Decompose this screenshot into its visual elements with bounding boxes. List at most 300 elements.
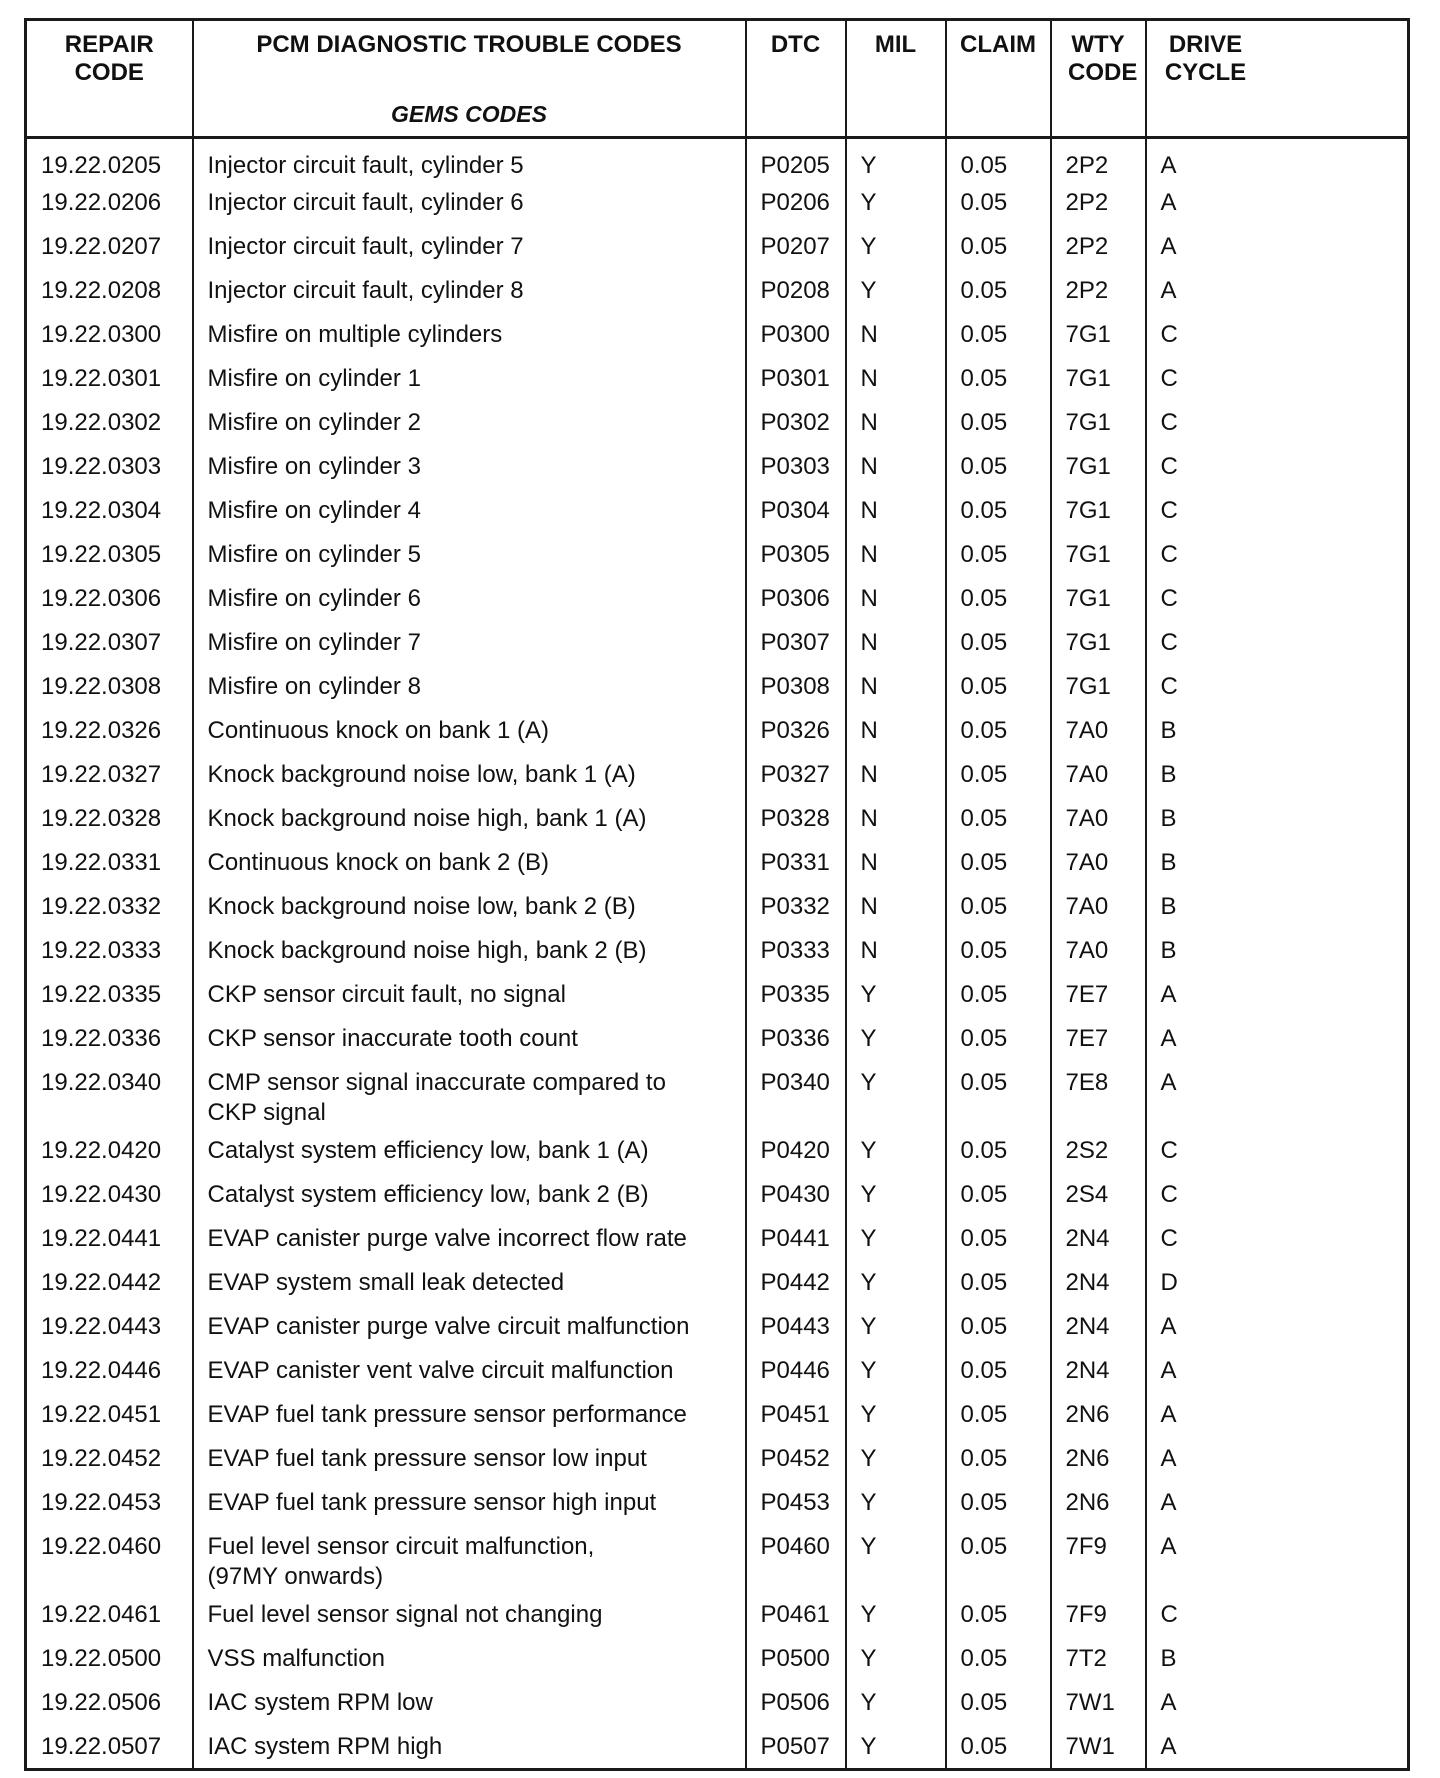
mil-cell-text: Y — [860, 188, 877, 216]
description-cell-text: Misfire on cylinder 3 — [207, 452, 421, 480]
wty-code-cell-text: 7G1 — [1065, 408, 1111, 436]
drive-cycle-cell-text: A — [1160, 1488, 1177, 1516]
repair-code-cell — [26, 1306, 193, 1350]
table-row — [26, 886, 1409, 930]
claim-cell-text: 0.05 — [960, 188, 1008, 216]
mil-cell-text: N — [860, 320, 878, 348]
wty-code-cell — [1051, 1130, 1146, 1174]
mil-cell — [846, 534, 946, 578]
mil-cell-text: N — [860, 716, 878, 744]
wty-code-cell — [1051, 622, 1146, 666]
mil-cell-text: Y — [860, 232, 877, 260]
repair-code-cell-text: 19.22.0332 — [41, 892, 162, 920]
description-cell-text: EVAP canister purge valve incorrect flow rate — [207, 1224, 687, 1252]
wty-code-cell — [1051, 1438, 1146, 1482]
description-cell — [193, 270, 746, 314]
dtc-cell-text: P0300 — [760, 320, 830, 348]
mil-cell — [846, 1018, 946, 1062]
claim-cell-text: 0.05 — [960, 1268, 1008, 1296]
mil-cell — [846, 1262, 946, 1306]
claim-cell-text: 0.05 — [960, 1136, 1008, 1164]
description-cell — [193, 1262, 746, 1306]
description-cell — [193, 666, 746, 710]
table-row — [26, 1306, 1409, 1350]
description-cell — [193, 1482, 746, 1526]
mil-cell-text: Y — [860, 1312, 877, 1340]
description-cell-text: EVAP fuel tank pressure sensor performance — [207, 1400, 687, 1428]
claim-cell-text: 0.05 — [960, 1688, 1008, 1716]
dtc-cell — [746, 490, 846, 534]
header-wty-code-label: WTY CODE — [1068, 31, 1138, 86]
mil-cell — [846, 314, 946, 358]
dtc-cell — [746, 842, 846, 886]
dtc-cell — [746, 798, 846, 842]
header-drive-cycle-label: DRIVE CYCLE — [1164, 31, 1247, 86]
mil-cell — [846, 1594, 946, 1638]
claim-cell-text: 0.05 — [960, 892, 1008, 920]
drive-cycle-cell — [1146, 1682, 1409, 1726]
drive-cycle-cell-text: B — [1160, 804, 1177, 832]
description-cell — [193, 1306, 746, 1350]
dtc-cell-text: P0333 — [760, 936, 830, 964]
wty-code-cell — [1051, 1726, 1146, 1770]
description-cell-text: Injector circuit fault, cylinder 5 — [207, 152, 524, 179]
wty-code-cell — [1051, 1682, 1146, 1726]
mil-cell-text: Y — [860, 1268, 877, 1296]
claim-cell — [946, 886, 1051, 930]
claim-cell — [946, 182, 1051, 226]
claim-cell-text: 0.05 — [960, 1400, 1008, 1428]
claim-cell-text: 0.05 — [960, 848, 1008, 876]
table-row — [26, 798, 1409, 842]
repair-code-cell — [26, 1062, 193, 1130]
table-row — [26, 1018, 1409, 1062]
repair-code-cell — [26, 1394, 193, 1438]
description-cell — [193, 1018, 746, 1062]
wty-code-cell — [1051, 974, 1146, 1018]
drive-cycle-cell-text: A — [1160, 1688, 1177, 1716]
claim-cell — [946, 1062, 1051, 1130]
dtc-cell-text: P0326 — [760, 716, 830, 744]
description-cell — [193, 1682, 746, 1726]
wty-code-cell-text: 2N6 — [1065, 1488, 1110, 1516]
table-row — [26, 710, 1409, 754]
drive-cycle-cell-text: A — [1160, 1356, 1177, 1384]
header-dtc: DTC — [746, 20, 846, 138]
drive-cycle-cell-text: C — [1160, 320, 1178, 348]
drive-cycle-cell — [1146, 842, 1409, 886]
dtc-cell — [746, 534, 846, 578]
dtc-cell-text: P0443 — [760, 1312, 830, 1340]
claim-cell — [946, 1726, 1051, 1770]
wty-code-cell-text: 7A0 — [1065, 716, 1109, 744]
repair-code-cell — [26, 490, 193, 534]
repair-code-cell-text: 19.22.0335 — [41, 980, 162, 1008]
dtc-cell — [746, 270, 846, 314]
dtc-cell-text: P0332 — [760, 892, 830, 920]
description-cell-text: Fuel level sensor circuit malfunction, — [207, 1532, 595, 1560]
drive-cycle-cell-text: A — [1160, 1732, 1177, 1760]
dtc-cell-text: P0336 — [760, 1024, 830, 1052]
dtc-cell — [746, 1638, 846, 1682]
drive-cycle-cell-text: C — [1160, 672, 1178, 700]
dtc-cell-text: P0328 — [760, 804, 830, 832]
dtc-cell-text: P0453 — [760, 1488, 830, 1516]
mil-cell-text: Y — [860, 1224, 877, 1252]
mil-cell-text: Y — [860, 1732, 877, 1760]
mil-cell — [846, 358, 946, 402]
mil-cell-text: Y — [860, 1600, 877, 1628]
claim-cell-text: 0.05 — [960, 1068, 1008, 1096]
claim-cell — [946, 710, 1051, 754]
drive-cycle-cell — [1146, 182, 1409, 226]
wty-code-cell — [1051, 1218, 1146, 1262]
table-row — [26, 1726, 1409, 1770]
mil-cell-text: N — [860, 540, 878, 568]
description-cell-text: Knock background noise high, bank 1 (A) — [207, 804, 647, 832]
claim-cell-text: 0.05 — [960, 276, 1008, 304]
table-row — [26, 1262, 1409, 1306]
mil-cell — [846, 1062, 946, 1130]
repair-code-cell-text: 19.22.0506 — [41, 1688, 162, 1716]
repair-code-cell-text: 19.22.0300 — [41, 320, 162, 348]
wty-code-cell — [1051, 842, 1146, 886]
table-row — [26, 226, 1409, 270]
drive-cycle-cell-text: B — [1160, 1644, 1177, 1672]
mil-cell — [846, 402, 946, 446]
dtc-cell-text: P0207 — [760, 232, 830, 260]
mil-cell-text: N — [860, 892, 878, 920]
table-row — [26, 1594, 1409, 1638]
mil-cell — [846, 446, 946, 490]
claim-cell-text: 0.05 — [960, 1644, 1008, 1672]
repair-code-cell-text: 19.22.0301 — [41, 364, 162, 392]
description-cell — [193, 182, 746, 226]
drive-cycle-cell — [1146, 886, 1409, 930]
drive-cycle-cell — [1146, 710, 1409, 754]
claim-cell — [946, 1350, 1051, 1394]
repair-code-cell-text: 19.22.0206 — [41, 188, 162, 216]
wty-code-cell — [1051, 534, 1146, 578]
claim-cell-text: 0.05 — [960, 152, 1008, 179]
repair-code-cell-text: 19.22.0441 — [41, 1224, 162, 1252]
dtc-cell — [746, 402, 846, 446]
description-cell — [193, 930, 746, 974]
repair-code-cell — [26, 1726, 193, 1770]
mil-cell-text: Y — [860, 1068, 877, 1096]
drive-cycle-cell-text: A — [1160, 152, 1177, 179]
claim-cell-text: 0.05 — [960, 1488, 1008, 1516]
mil-cell — [846, 270, 946, 314]
wty-code-cell-text: 7W1 — [1065, 1732, 1115, 1760]
description-cell-text: Misfire on cylinder 5 — [207, 540, 421, 568]
repair-code-cell-text: 19.22.0306 — [41, 584, 162, 612]
claim-cell-text: 0.05 — [960, 804, 1008, 832]
wty-code-cell-text: 2N4 — [1065, 1268, 1110, 1296]
table-row — [26, 534, 1409, 578]
description-cell-text: CKP sensor circuit fault, no signal — [207, 980, 566, 1008]
claim-cell — [946, 1394, 1051, 1438]
repair-code-cell-text: 19.22.0452 — [41, 1444, 162, 1472]
repair-code-cell-text: 19.22.0302 — [41, 408, 162, 436]
drive-cycle-cell — [1146, 1262, 1409, 1306]
wty-code-cell — [1051, 1482, 1146, 1526]
wty-code-cell — [1051, 182, 1146, 226]
drive-cycle-cell — [1146, 666, 1409, 710]
wty-code-cell — [1051, 930, 1146, 974]
description-cell — [193, 622, 746, 666]
drive-cycle-cell-text: A — [1160, 1532, 1177, 1560]
dtc-cell — [746, 1306, 846, 1350]
mil-cell-text: Y — [860, 980, 877, 1008]
description-cell — [193, 358, 746, 402]
repair-code-cell — [26, 1350, 193, 1394]
description-cell — [193, 1638, 746, 1682]
mil-cell — [846, 578, 946, 622]
wty-code-cell-text: 2S4 — [1065, 1180, 1109, 1208]
dtc-cell-text: P0208 — [760, 276, 830, 304]
dtc-cell-text: P0304 — [760, 496, 830, 524]
mil-cell-text: Y — [860, 1444, 877, 1472]
repair-code-cell — [26, 1218, 193, 1262]
claim-cell — [946, 1174, 1051, 1218]
repair-code-cell-text: 19.22.0333 — [41, 936, 162, 964]
mil-cell — [846, 1526, 946, 1594]
repair-code-cell-text: 19.22.0308 — [41, 672, 162, 700]
mil-cell — [846, 1482, 946, 1526]
dtc-cell — [746, 710, 846, 754]
table-row — [26, 930, 1409, 974]
dtc-cell-text: P0446 — [760, 1356, 830, 1384]
dtc-cell — [746, 666, 846, 710]
description-cell-text: Injector circuit fault, cylinder 8 — [207, 276, 524, 304]
table-row — [26, 842, 1409, 886]
repair-code-cell-text: 19.22.0420 — [41, 1136, 162, 1164]
dtc-document — [24, 18, 1407, 1771]
mil-cell — [846, 1438, 946, 1482]
claim-cell-text: 0.05 — [960, 936, 1008, 964]
drive-cycle-cell — [1146, 534, 1409, 578]
repair-code-cell — [26, 1482, 193, 1526]
dtc-cell — [746, 1526, 846, 1594]
wty-code-cell — [1051, 314, 1146, 358]
dtc-cell — [746, 1482, 846, 1526]
claim-cell-text: 0.05 — [960, 452, 1008, 480]
description-cell-text: EVAP fuel tank pressure sensor low input — [207, 1444, 647, 1472]
dtc-cell-text: P0461 — [760, 1600, 830, 1628]
drive-cycle-cell — [1146, 622, 1409, 666]
table-row — [26, 270, 1409, 314]
claim-cell — [946, 1018, 1051, 1062]
description-cell-text: CMP sensor signal inaccurate compared to — [207, 1068, 666, 1096]
dtc-cell-text: P0335 — [760, 980, 830, 1008]
table-row — [26, 358, 1409, 402]
drive-cycle-cell — [1146, 1482, 1409, 1526]
claim-cell — [946, 842, 1051, 886]
table-row — [26, 1130, 1409, 1174]
claim-cell — [946, 1482, 1051, 1526]
wty-code-cell — [1051, 1394, 1146, 1438]
table-row — [26, 446, 1409, 490]
mil-cell — [846, 1726, 946, 1770]
repair-code-cell-text: 19.22.0303 — [41, 452, 162, 480]
description-cell-text: Injector circuit fault, cylinder 7 — [207, 232, 524, 260]
drive-cycle-cell — [1146, 1638, 1409, 1682]
dtc-cell-text: P0303 — [760, 452, 830, 480]
wty-code-cell-text: 7A0 — [1065, 804, 1109, 832]
repair-code-cell-text: 19.22.0336 — [41, 1024, 162, 1052]
dtc-cell — [746, 578, 846, 622]
wty-code-cell-text: 2P2 — [1065, 276, 1109, 304]
description-cell-text: IAC system RPM high — [207, 1732, 443, 1760]
dtc-cell-text: P0206 — [760, 188, 830, 216]
claim-cell — [946, 270, 1051, 314]
drive-cycle-cell-text: A — [1160, 1400, 1177, 1428]
mil-cell-text: N — [860, 584, 878, 612]
wty-code-cell — [1051, 138, 1146, 182]
drive-cycle-cell — [1146, 270, 1409, 314]
description-cell-text: Knock background noise low, bank 1 (A) — [207, 760, 636, 788]
dtc-cell — [746, 1350, 846, 1394]
drive-cycle-cell — [1146, 1174, 1409, 1218]
mil-cell-text: N — [860, 452, 878, 480]
dtc-cell — [746, 226, 846, 270]
claim-cell-text: 0.05 — [960, 1532, 1008, 1560]
claim-cell — [946, 314, 1051, 358]
repair-code-cell-text: 19.22.0446 — [41, 1356, 162, 1384]
wty-code-cell — [1051, 446, 1146, 490]
mil-cell — [846, 1394, 946, 1438]
table-row — [26, 1482, 1409, 1526]
repair-code-cell-text: 19.22.0305 — [41, 540, 162, 568]
table-row — [26, 1174, 1409, 1218]
claim-cell-text: 0.05 — [960, 540, 1008, 568]
repair-code-cell-text: 19.22.0208 — [41, 276, 162, 304]
mil-cell — [846, 886, 946, 930]
drive-cycle-cell-text: B — [1160, 716, 1177, 744]
claim-cell-text: 0.05 — [960, 1180, 1008, 1208]
mil-cell — [846, 182, 946, 226]
claim-cell-text: 0.05 — [960, 364, 1008, 392]
claim-cell-text: 0.05 — [960, 1444, 1008, 1472]
claim-cell-text: 0.05 — [960, 320, 1008, 348]
dtc-cell — [746, 1726, 846, 1770]
drive-cycle-cell — [1146, 930, 1409, 974]
dtc-cell-text: P0506 — [760, 1688, 830, 1716]
claim-cell-text: 0.05 — [960, 980, 1008, 1008]
drive-cycle-cell-text: C — [1160, 628, 1178, 656]
dtc-cell-text: P0441 — [760, 1224, 830, 1252]
claim-cell-text: 0.05 — [960, 1600, 1008, 1628]
mil-cell — [846, 1350, 946, 1394]
dtc-cell — [746, 1018, 846, 1062]
wty-code-cell-text: 2N4 — [1065, 1312, 1110, 1340]
dtc-cell — [746, 622, 846, 666]
dtc-cell-text: P0442 — [760, 1268, 830, 1296]
dtc-cell-text: P0430 — [760, 1180, 830, 1208]
table-row — [26, 314, 1409, 358]
table-row — [26, 402, 1409, 446]
dtc-cell-text: P0205 — [760, 152, 830, 179]
mil-cell-text: Y — [860, 276, 877, 304]
claim-cell — [946, 754, 1051, 798]
claim-cell — [946, 402, 1051, 446]
dtc-cell-text: P0420 — [760, 1136, 830, 1164]
drive-cycle-cell-text: C — [1160, 584, 1178, 612]
wty-code-cell-text: 7T2 — [1065, 1644, 1107, 1672]
repair-code-cell — [26, 842, 193, 886]
table-row — [26, 490, 1409, 534]
claim-cell-text: 0.05 — [960, 760, 1008, 788]
repair-code-cell-text: 19.22.0304 — [41, 496, 162, 524]
drive-cycle-cell — [1146, 1130, 1409, 1174]
repair-code-cell-text: 19.22.0461 — [41, 1600, 162, 1628]
drive-cycle-cell-text: C — [1160, 364, 1178, 392]
dtc-cell-text: P0308 — [760, 672, 830, 700]
description-cell-continuation: CKP signal — [207, 1098, 326, 1126]
header-row — [26, 20, 1409, 138]
wty-code-cell — [1051, 1306, 1146, 1350]
claim-cell-text: 0.05 — [960, 716, 1008, 744]
repair-code-cell — [26, 578, 193, 622]
claim-cell — [946, 138, 1051, 182]
table-body — [26, 138, 1409, 1770]
repair-code-cell — [26, 358, 193, 402]
dtc-cell-text: P0301 — [760, 364, 830, 392]
description-cell-text: VSS malfunction — [207, 1644, 385, 1672]
drive-cycle-cell-text: A — [1160, 1024, 1177, 1052]
description-cell — [193, 1174, 746, 1218]
repair-code-cell — [26, 182, 193, 226]
claim-cell — [946, 930, 1051, 974]
wty-code-cell-text: 2P2 — [1065, 232, 1109, 260]
drive-cycle-cell-text: A — [1160, 276, 1177, 304]
mil-cell-text: N — [860, 848, 878, 876]
description-cell-text: Catalyst system efficiency low, bank 1 (A) — [207, 1136, 649, 1164]
wty-code-cell — [1051, 358, 1146, 402]
description-cell-text: EVAP fuel tank pressure sensor high input — [207, 1488, 657, 1516]
claim-cell — [946, 1262, 1051, 1306]
wty-code-cell — [1051, 1594, 1146, 1638]
dtc-cell-text: P0340 — [760, 1068, 830, 1096]
description-cell — [193, 1350, 746, 1394]
repair-code-cell — [26, 534, 193, 578]
drive-cycle-cell-text: C — [1160, 540, 1178, 568]
mil-cell — [846, 842, 946, 886]
claim-cell — [946, 1682, 1051, 1726]
wty-code-cell-text: 2P2 — [1065, 188, 1109, 216]
description-cell-text: Injector circuit fault, cylinder 6 — [207, 188, 524, 216]
wty-code-cell-text: 7G1 — [1065, 584, 1111, 612]
wty-code-cell — [1051, 886, 1146, 930]
wty-code-cell-text: 2N4 — [1065, 1356, 1110, 1384]
mil-cell — [846, 754, 946, 798]
description-cell-text: EVAP canister purge valve circuit malfunction — [207, 1312, 690, 1340]
description-cell — [193, 1062, 746, 1130]
table-row — [26, 1638, 1409, 1682]
repair-code-cell — [26, 1526, 193, 1594]
dtc-cell — [746, 886, 846, 930]
wty-code-cell-text: 2N6 — [1065, 1444, 1110, 1472]
description-cell — [193, 402, 746, 446]
description-cell-text: EVAP canister vent valve circuit malfunction — [207, 1356, 674, 1384]
drive-cycle-cell-text: C — [1160, 452, 1178, 480]
claim-cell — [946, 798, 1051, 842]
wty-code-cell-text: 7W1 — [1065, 1688, 1115, 1716]
repair-code-cell — [26, 1682, 193, 1726]
drive-cycle-cell — [1146, 1062, 1409, 1130]
repair-code-cell-text: 19.22.0453 — [41, 1488, 162, 1516]
